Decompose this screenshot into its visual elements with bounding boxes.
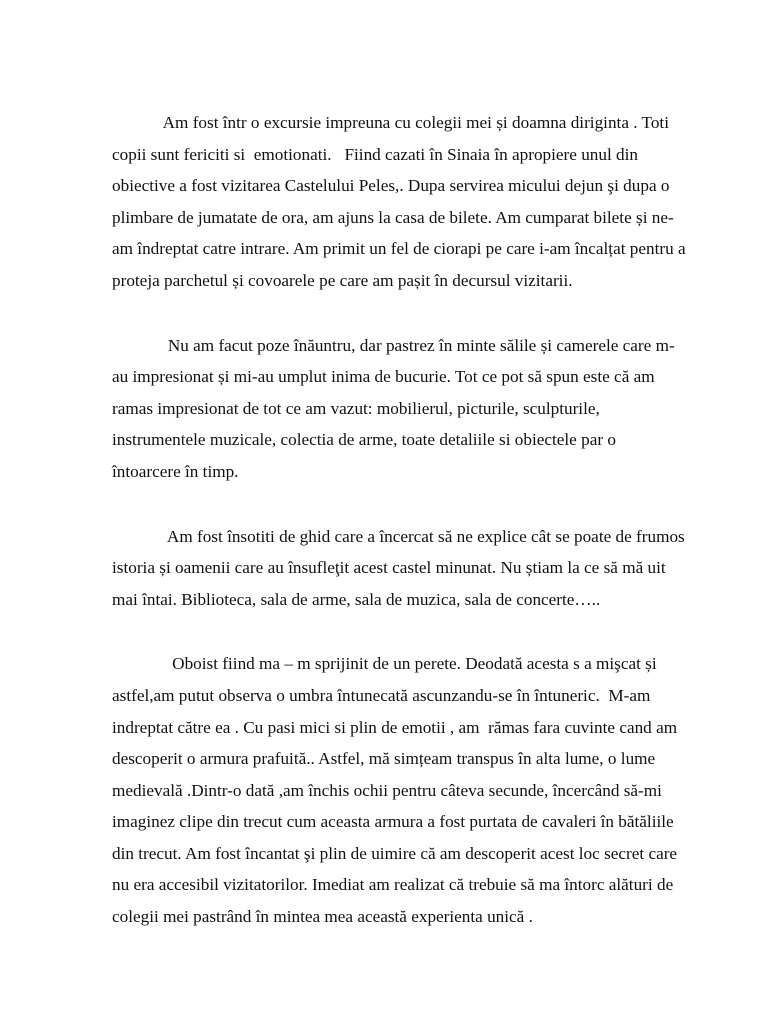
text-line: copii sunt fericiti si emotionati. Fiind cazati în Sinaia în apropiere unul din: [112, 144, 639, 164]
text-line: Am fost într o excursie impreuna cu colegii mei și doamna diriginta . Toti: [112, 113, 669, 132]
text-line: Oboist fiind ma – m sprijinit de un perete. Deodată acesta s a mişcat și: [112, 654, 657, 674]
text-line: indreptat către ea . Cu pasi mici si plin de emotii , am rămas fara cuvinte cand am: [112, 717, 678, 737]
text-line: colegii mei pastrând în mintea mea această experienta unică .: [112, 907, 533, 927]
text-line: am îndreptat catre intrare. Am primit un fel de ciorapi pe care i-am încalțat pentru a: [112, 239, 686, 259]
text-line: ramas impresionat de tot ce am vazut: mobilierul, picturile, sculpturile,: [112, 398, 600, 418]
text-line: descoperit o armura prafuită.. Astfel, mă simțeam transpus în alta lume, o lume: [112, 749, 656, 769]
document-body: [112, 107, 692, 966]
text-line: întoarcere în timp.: [112, 461, 239, 481]
text-line: Am fost însotiti de ghid care a încercat să ne explice cât se poate de frumos: [112, 526, 685, 546]
paragraph-4: [112, 648, 692, 932]
text-line: plimbare de jumatate de ora, am ajuns la casa de bilete. Am cumparat bilete și ne-: [112, 207, 674, 227]
text-line: instrumentele muzicale, colectia de arme, toate detaliile si obiectele par o: [112, 430, 616, 450]
text-line: astfel,am putut observa o umbra întunecată ascunzandu-se în întuneric. M-am: [112, 685, 651, 705]
paragraph-1: [112, 107, 692, 297]
text-line: au impresionat și mi-au umplut inima de bucurie. Tot ce pot să spun este că am: [112, 367, 655, 387]
text-line: medievală .Dintr-o dată ,am închis ochii pentru câteva secunde, încercând să-mi: [112, 780, 662, 800]
paragraph-3: [112, 521, 692, 616]
text-line: din trecut. Am fost încantat şi plin de uimire că am descoperit acest loc secret care: [112, 843, 678, 863]
text-line: imaginez clipe din trecut cum aceasta armura a fost purtata de cavaleri în bătăliile: [112, 812, 674, 832]
paragraph-2: [112, 330, 692, 488]
text-line: mai întai. Biblioteca, sala de arme, sala de muzica, sala de concerte…..: [112, 589, 601, 609]
text-line: proteja parchetul și covoarele pe care am pașit în decursul vizitarii.: [112, 270, 573, 290]
text-line: Nu am facut poze înăuntru, dar pastrez în minte sălile și camerele care m-: [112, 335, 675, 355]
text-line: nu era accesibil vizitatorilor. Imediat am realizat că trebuie să ma întorc alături de: [112, 875, 674, 895]
text-line: obiective a fost vizitarea Castelului Peles,. Dupa servirea micului dejun şi dupa o: [112, 176, 670, 196]
text-line: istoria și oamenii care au însufleţit acest castel minunat. Nu știam la ce să mă uit: [112, 558, 666, 578]
